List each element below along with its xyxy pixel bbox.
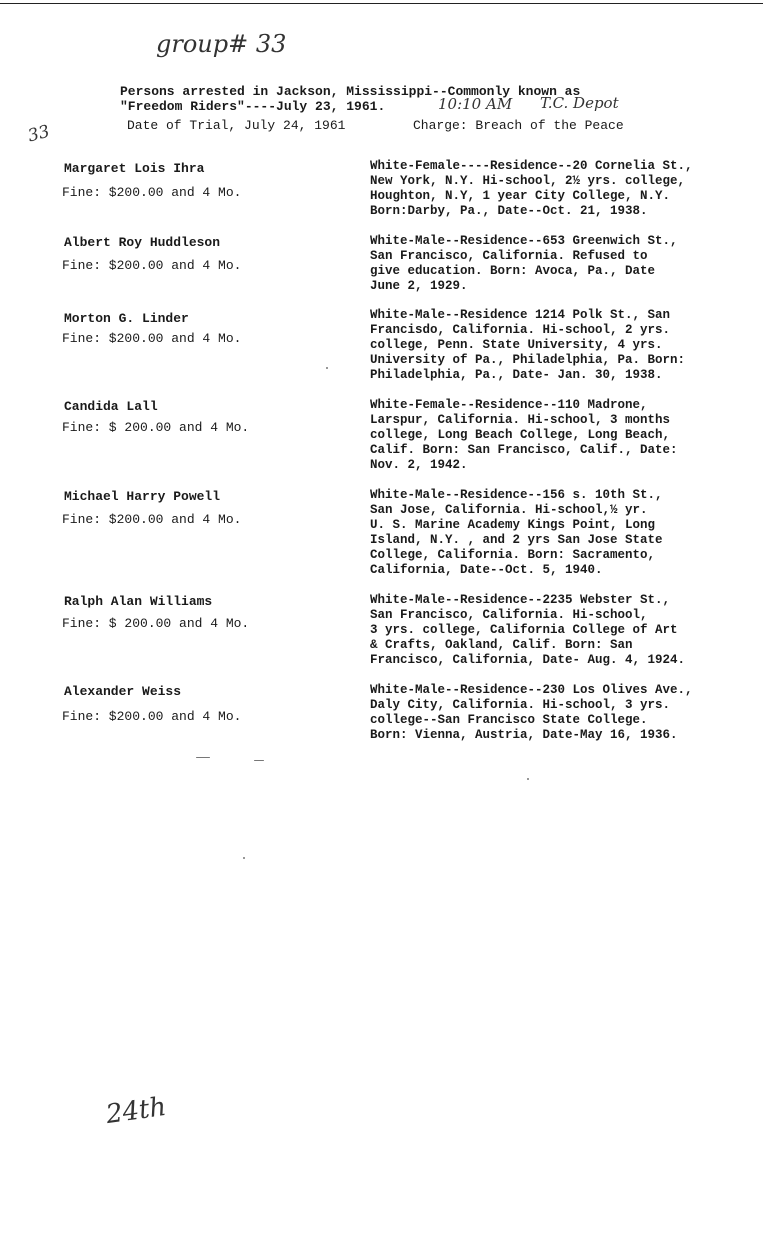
detail-line: White-Male--Residence--156 s. 10th St., [370,488,663,502]
detail-line: White-Female--Residence--110 Madrone, [370,398,648,412]
detail-line: 3 yrs. college, California College of Art [370,623,678,637]
person-details [370,308,762,383]
bottom-annotation: 24th [104,1091,169,1131]
person-name: Albert Roy Huddleson [64,235,221,250]
header-line-1: Persons arrested in Jackson, Mississippi--Commonly known as [120,84,581,99]
scan-speck [196,757,210,758]
detail-line: White-Male--Residence--230 Los Olives Ave., [370,683,693,697]
detail-line: Calif. Born: San Francisco, Calif., Date: [370,443,678,457]
time-annotation: 10:10 AM [438,95,513,113]
place-annotation: T.C. Depot [540,94,619,112]
detail-line: Francisco, California, Date- Aug. 4, 1924. [370,653,686,667]
detail-line: Philadelphia, Pa., Date- Jan. 30, 1938. [370,368,663,382]
scan-speck [326,367,328,369]
top-border-line [0,3,763,4]
person-fine: Fine: $200.00 and 4 Mo. [62,258,242,273]
person-name: Morton G. Linder [64,311,189,326]
detail-line: college--San Francisco State College. [370,713,648,727]
detail-line: June 2, 1929. [370,279,468,293]
detail-line: College, California. Born: Sacramento, [370,548,656,562]
person-details [370,593,762,668]
header-line-2: "Freedom Riders"----July 23, 1961. [120,99,386,114]
detail-line: Nov. 2, 1942. [370,458,468,472]
detail-line: White-Female----Residence--20 Cornelia St., [370,159,693,173]
scan-speck [527,778,529,780]
detail-line: New York, N.Y. Hi-school, 2½ yrs. college, [370,174,686,188]
person-name: Alexander Weiss [64,684,182,699]
person-details [370,683,762,743]
group-annotation: group# 33 [156,30,287,58]
detail-line: San Francisco, California. Refused to [370,249,648,263]
detail-line: Francisdo, California. Hi-school, 2 yrs. [370,323,671,337]
person-name: Michael Harry Powell [64,489,221,504]
detail-line: college, Penn. State University, 4 yrs. [370,338,663,352]
detail-line: Larspur, California. Hi-school, 3 months [370,413,671,427]
detail-line: Island, N.Y. , and 2 yrs San Jose State [370,533,663,547]
detail-line: college, Long Beach College, Long Beach, [370,428,671,442]
detail-line: & Crafts, Oakland, Calif. Born: San [370,638,633,652]
detail-line: San Jose, California. Hi-school,½ yr. [370,503,648,517]
person-fine: Fine: $200.00 and 4 Mo. [62,331,242,346]
person-name: Margaret Lois Ihra [64,161,205,176]
scan-speck [254,760,264,761]
detail-line: U. S. Marine Academy Kings Point, Long [370,518,656,532]
detail-line: San Francisco, California. Hi-school, [370,608,648,622]
person-details [370,234,762,294]
person-name: Candida Lall [64,399,158,414]
person-details [370,398,762,473]
detail-line: Born: Vienna, Austria, Date-May 16, 1936. [370,728,678,742]
person-fine: Fine: $200.00 and 4 Mo. [62,185,242,200]
person-details [370,159,762,219]
scan-speck [243,857,245,859]
detail-line: give education. Born: Avoca, Pa., Date [370,264,656,278]
person-fine: Fine: $200.00 and 4 Mo. [62,709,242,724]
detail-line: White-Male--Residence 1214 Polk St., San [370,308,671,322]
detail-line: Born:Darby, Pa., Date--Oct. 21, 1938. [370,204,648,218]
charge-text: Charge: Breach of the Peace [413,118,624,133]
detail-line: California, Date--Oct. 5, 1940. [370,563,603,577]
detail-line: Houghton, N.Y, 1 year City College, N.Y. [370,189,671,203]
detail-line: University of Pa., Philadelphia, Pa. Born: [370,353,686,367]
trial-date: Date of Trial, July 24, 1961 [127,118,346,133]
detail-line: White-Male--Residence--2235 Webster St., [370,593,671,607]
person-name: Ralph Alan Williams [64,594,213,609]
person-fine: Fine: $ 200.00 and 4 Mo. [62,616,250,631]
person-fine: Fine: $200.00 and 4 Mo. [62,512,242,527]
person-details [370,488,762,578]
detail-line: Daly City, California. Hi-school, 3 yrs. [370,698,671,712]
detail-line: White-Male--Residence--653 Greenwich St., [370,234,678,248]
person-fine: Fine: $ 200.00 and 4 Mo. [62,420,250,435]
margin-number-annotation: 33 [25,121,52,147]
